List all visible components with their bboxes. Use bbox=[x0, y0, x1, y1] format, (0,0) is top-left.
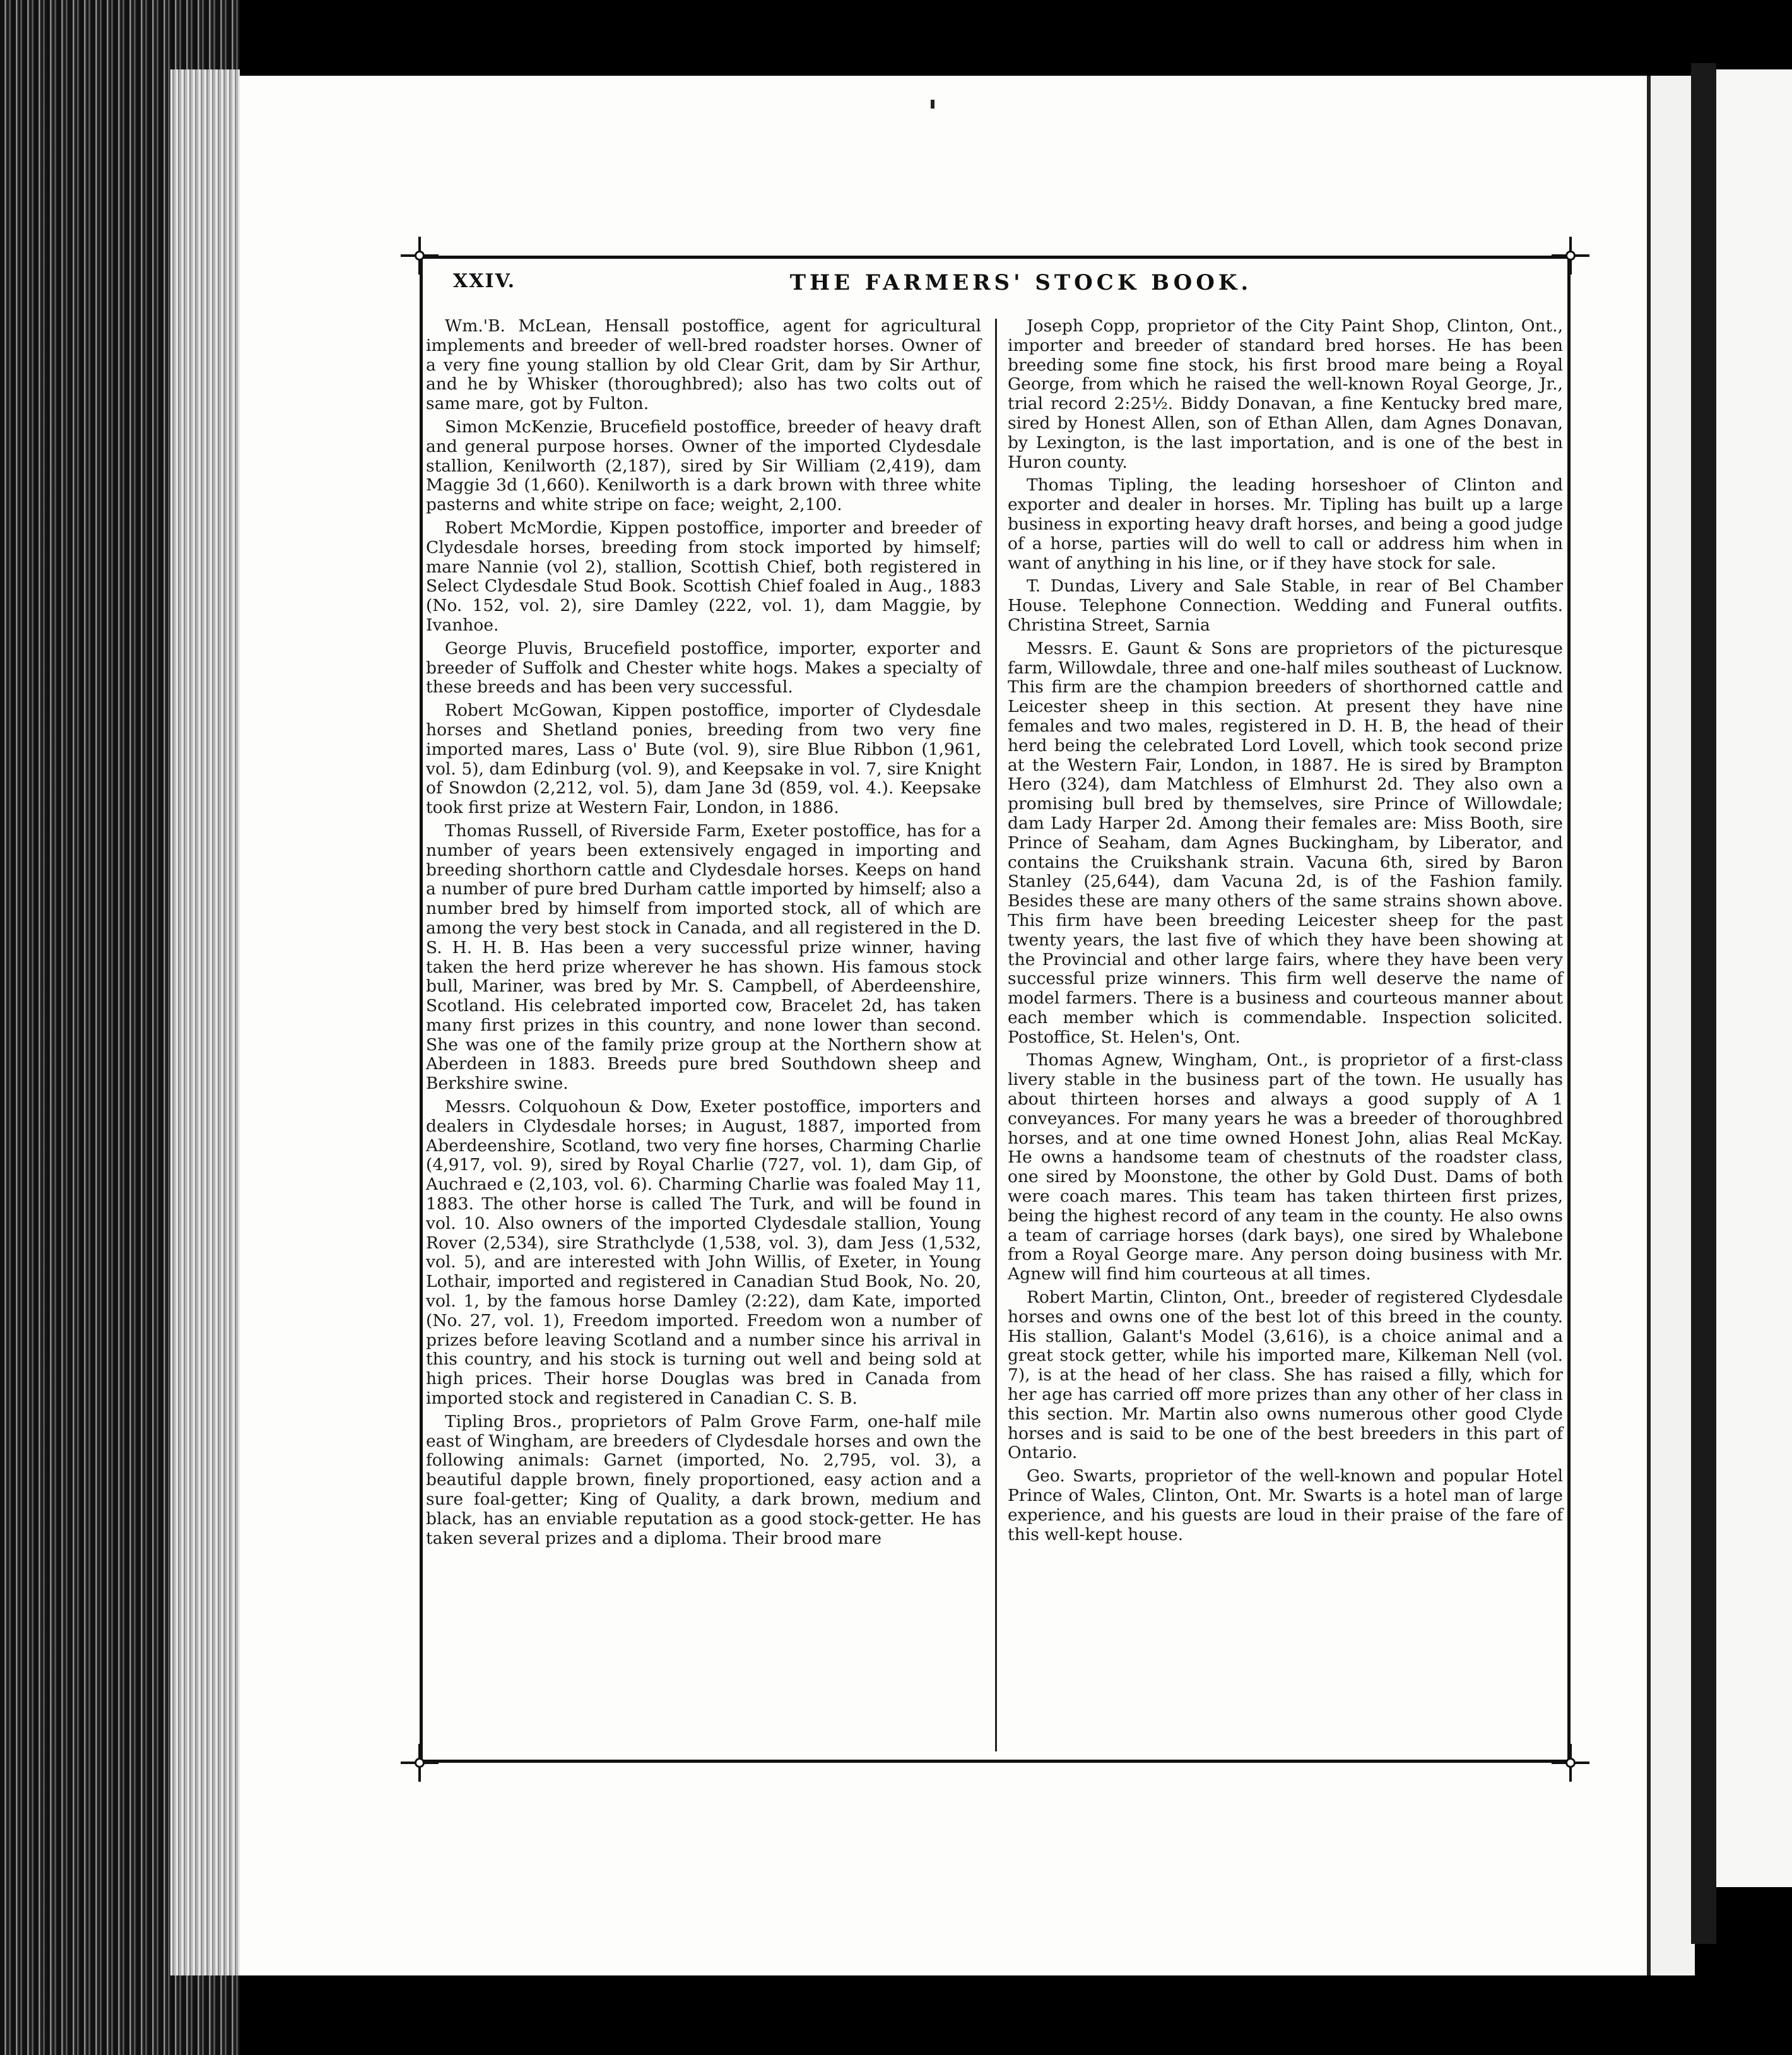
entry-paragraph: Joseph Copp, proprietor of the City Paint Shop, Clinton, Ont., importer and breeder of standard bred horses. He has been breeding some fine stock, his first brood mare being a Royal George, from which he raised the well-known Royal George, Jr., trial record 2:25½. Biddy Donavan, a fine Kentucky bred mare, sired by Honest Allen, son of Ethan Allen, dam Agnes Donavan, by Lexington, is the last importation, and is one of the best in Huron county. bbox=[1008, 316, 1563, 472]
corner-ornament-icon bbox=[1552, 237, 1589, 275]
right-column bbox=[1008, 317, 1563, 1548]
entry-paragraph: Messrs. E. Gaunt & Sons are proprietors of the picturesque farm, Willowdale, three and one-half miles southeast of Lucknow. This firm are the champion breeders of shorthorned cattle and Leicester sheep in this section. At present they have nine females and two males, registered in D. H. B, the head of their herd being the celebrated Lord Lovell, which took second prize at the Western Fair, London, in 1887. He is sired by Brampton Hero (324), dam Matchless of Elmhurst 2d. They also own a promising bull bred by themselves, sire Prince of Willowdale; dam Lady Harper 2d. Among their females are: Miss Booth, sire Prince of Seaham, dam Agnes Buckingham, by Liberator, and contains the Cruikshank strain. Vacuna 6th, sired by Baron Stanley (25,644), dam Vacuna 2d, is of the Fashion family. Besides these are many others of the same strains shown above. This firm have been breeding Leicester sheep for the past twenty years, the last five of which they have been showing at the Provincial and other large fairs, where they have been very successful prize winners. This firm well deserve the name of model farmers. There is a business and courteous manner about each member which is commendable. Inspection solicited. Postoffice, St. Helen's, Ont. bbox=[1008, 638, 1563, 1047]
corner-ornament-icon bbox=[1552, 1744, 1589, 1782]
page-stack bbox=[170, 69, 240, 1975]
entry-paragraph: Thomas Agnew, Wingham, Ont., is proprietor of a first-class livery stable in the business part of the town. He usually has about thirteen horses and always a good supply of A 1 conveyances. For many years he was a breeder of thoroughbred horses, and at one time owned Honest John, alias Real McKay. He owns a handsome team of chestnuts of the roadster class, one sired by Moonstone, the other by Gold Dust. Dams of both were coach mares. This team has taken thirteen first prizes, being the highest record of any team in the county. He also owns a team of carriage horses (dark bays), one sired by Whalebone from a Royal George mare. Any person doing business with Mr. Agnew will find him courteous at all times. bbox=[1008, 1050, 1563, 1284]
right-page-edge bbox=[1647, 76, 1695, 1975]
entry-paragraph: T. Dundas, Livery and Sale Stable, in rear of Bel Chamber House. Telephone Connection. Wedding and Funeral outfits. Christina Street, Sarnia bbox=[1008, 576, 1563, 635]
entry-paragraph: Messrs. Colquohoun & Dow, Exeter postoffice, importers and dealers in Clydesdale horses; in August, 1887, imported from Aberdeenshire, Scotland, two very fine horses, Charming Charlie (4,917, vol. 9), sired by Royal Charlie (727, vol. 1), dam Gip, of Auchraed e (2,103, vol. 6). Charming Charlie was foaled May 11, 1883. The other horse is called The Turk, and will be found in vol. 10. Also owners of the imported Clydesdale stallion, Young Rover (2,534), sire Strathclyde (1,538, vol. 3), dam Jess (1,532, vol. 5), and are interested with John Willis, of Exeter, in Young Lothair, imported and registered in Canadian Stud Book, No. 20, vol. 1, by the famous horse Damley (2:22), dam Kate, imported (No. 27, vol. 1), Freedom imported. Freedom won a number of prizes before leaving Scotland and a number since his arrival in this country, and his stock is turning out well and being sold at high prices. Their horse Douglas was bred in Canada from imported stock and registered in Canadian C. S. B. bbox=[426, 1097, 981, 1409]
entry-paragraph: Wm.'B. McLean, Hensall postoffice, agent for agricultural implements and breeder of well-bred roadster horses. Owner of a very fine young stallion by old Clear Grit, dam by Sir Arthur, and he by Whisker (thoroughbred); also has two colts out of same mare, got by Fulton. bbox=[426, 316, 981, 414]
page-number: XXIV. bbox=[453, 270, 516, 292]
column-divider bbox=[995, 319, 997, 1751]
left-column bbox=[426, 317, 981, 1552]
binding-shadow bbox=[1691, 63, 1716, 1944]
next-page-edge bbox=[1716, 69, 1792, 1887]
entry-paragraph: Thomas Tipling, the leading horseshoer of Clinton and exporter and dealer in horses. Mr. Tipling has built up a large business in exporting heavy draft horses, and being a good judge of a horse, parties will do well to call or address him when in want of anything in his line, or if they have stock for sale. bbox=[1008, 475, 1563, 573]
running-header bbox=[453, 270, 1538, 308]
entry-paragraph: Thomas Russell, of Riverside Farm, Exeter postoffice, has for a number of years been extensively engaged in importing and breeding shorthorn cattle and Clydesdale horses. Keeps on hand a number of pure bred Durham cattle imported by himself; also a number bred by himself from imported stock, all of which are among the very best stock in Canada, and all registered in the D. S. H. H. B. Has been a very successful prize winner, having taken the herd prize wherever he has shown. His famous stock bull, Mariner, was bred by Mr. S. Campbell, of Aberdeenshire, Scotland. His celebrated imported cow, Bracelet 2d, has taken many first prizes in this country, and none lower than second. She was one of the family prize group at the Northern show at Aberdeen in 1883. Breeds pure bred Southdown sheep and Berkshire swine. bbox=[426, 820, 981, 1094]
entry-paragraph: Simon McKenzie, Brucefield postoffice, breeder of heavy draft and general purpose horses. Owner of the imported Clydesdale stallion, Kenilworth (2,187), sired by Sir William (2,419), dam Maggie 3d (1,660). Kenilworth is a dark brown with three white pasterns and white stripe on face; weight, 2,100. bbox=[426, 417, 981, 515]
running-title: THE FARMERS' STOCK BOOK. bbox=[789, 270, 1253, 295]
entry-paragraph: Tipling Bros., proprietors of Palm Grove Farm, one-half mile east of Wingham, are breeders of Clydesdale horses and own the following animals: Garnet (imported, No. 2,795, vol. 3), a beautiful dapple brown, finely proportioned, easy action and a sure foal-getter; King of Quality, a dark brown, medium and black, has an enviable reputation as a good stock-getter. He has taken several prizes and a diploma. Their brood mare bbox=[426, 1411, 981, 1548]
print-mark bbox=[931, 100, 934, 109]
corner-ornament-icon bbox=[401, 1744, 439, 1782]
entry-paragraph: Robert Martin, Clinton, Ont., breeder of registered Clydesdale horses and owns one of the best lot of this breed in the county. His stallion, Galant's Model (3,616), is a choice animal and a great stock getter, while his imported mare, Kilkeman Nell (vol. 7), is at the head of her class. She has raised a filly, which for her age has carried off more prizes than any other of her class in this section. Mr. Martin also owns numerous other good Clyde horses and is said to be one of the best breeders in this part of Ontario. bbox=[1008, 1288, 1563, 1463]
entry-paragraph: Geo. Swarts, proprietor of the well-known and popular Hotel Prince of Wales, Clinton, Ont. Mr. Swarts is a hotel man of large experience, and his guests are loud in their praise of the fare of this well-kept house. bbox=[1008, 1466, 1563, 1544]
entry-paragraph: Robert McGowan, Kippen postoffice, importer of Clydesdale horses and Shetland ponies, breeding from two very fine imported mares, Lass o' Bute (vol. 9), sire Blue Ribbon (1,961, vol. 5), dam Edinburg (vol. 9), and Keepsake in vol. 7, sire Knight of Snowdon (2,212, vol. 5), dam Jane 3d (859, vol. 4.). Keepsake took first prize at Western Fair, London, in 1886. bbox=[426, 701, 981, 818]
entry-paragraph: Robert McMordie, Kippen postoffice, importer and breeder of Clydesdale horses, breeding from stock imported by himself; mare Nannie (vol 2), stallion, Scottish Chief, both registered in Select Clydesdale Stud Book. Scottish Chief foaled in Aug., 1883 (No. 152, vol. 2), sire Damley (222, vol. 1), dam Maggie, by Ivanhoe. bbox=[426, 518, 981, 635]
book-page-edges bbox=[0, 0, 240, 2055]
corner-ornament-icon bbox=[401, 237, 439, 275]
entry-paragraph: George Pluvis, Brucefield postoffice, importer, exporter and breeder of Suffolk and Chester white hogs. Makes a specialty of these breeds and has been very successful. bbox=[426, 638, 981, 697]
